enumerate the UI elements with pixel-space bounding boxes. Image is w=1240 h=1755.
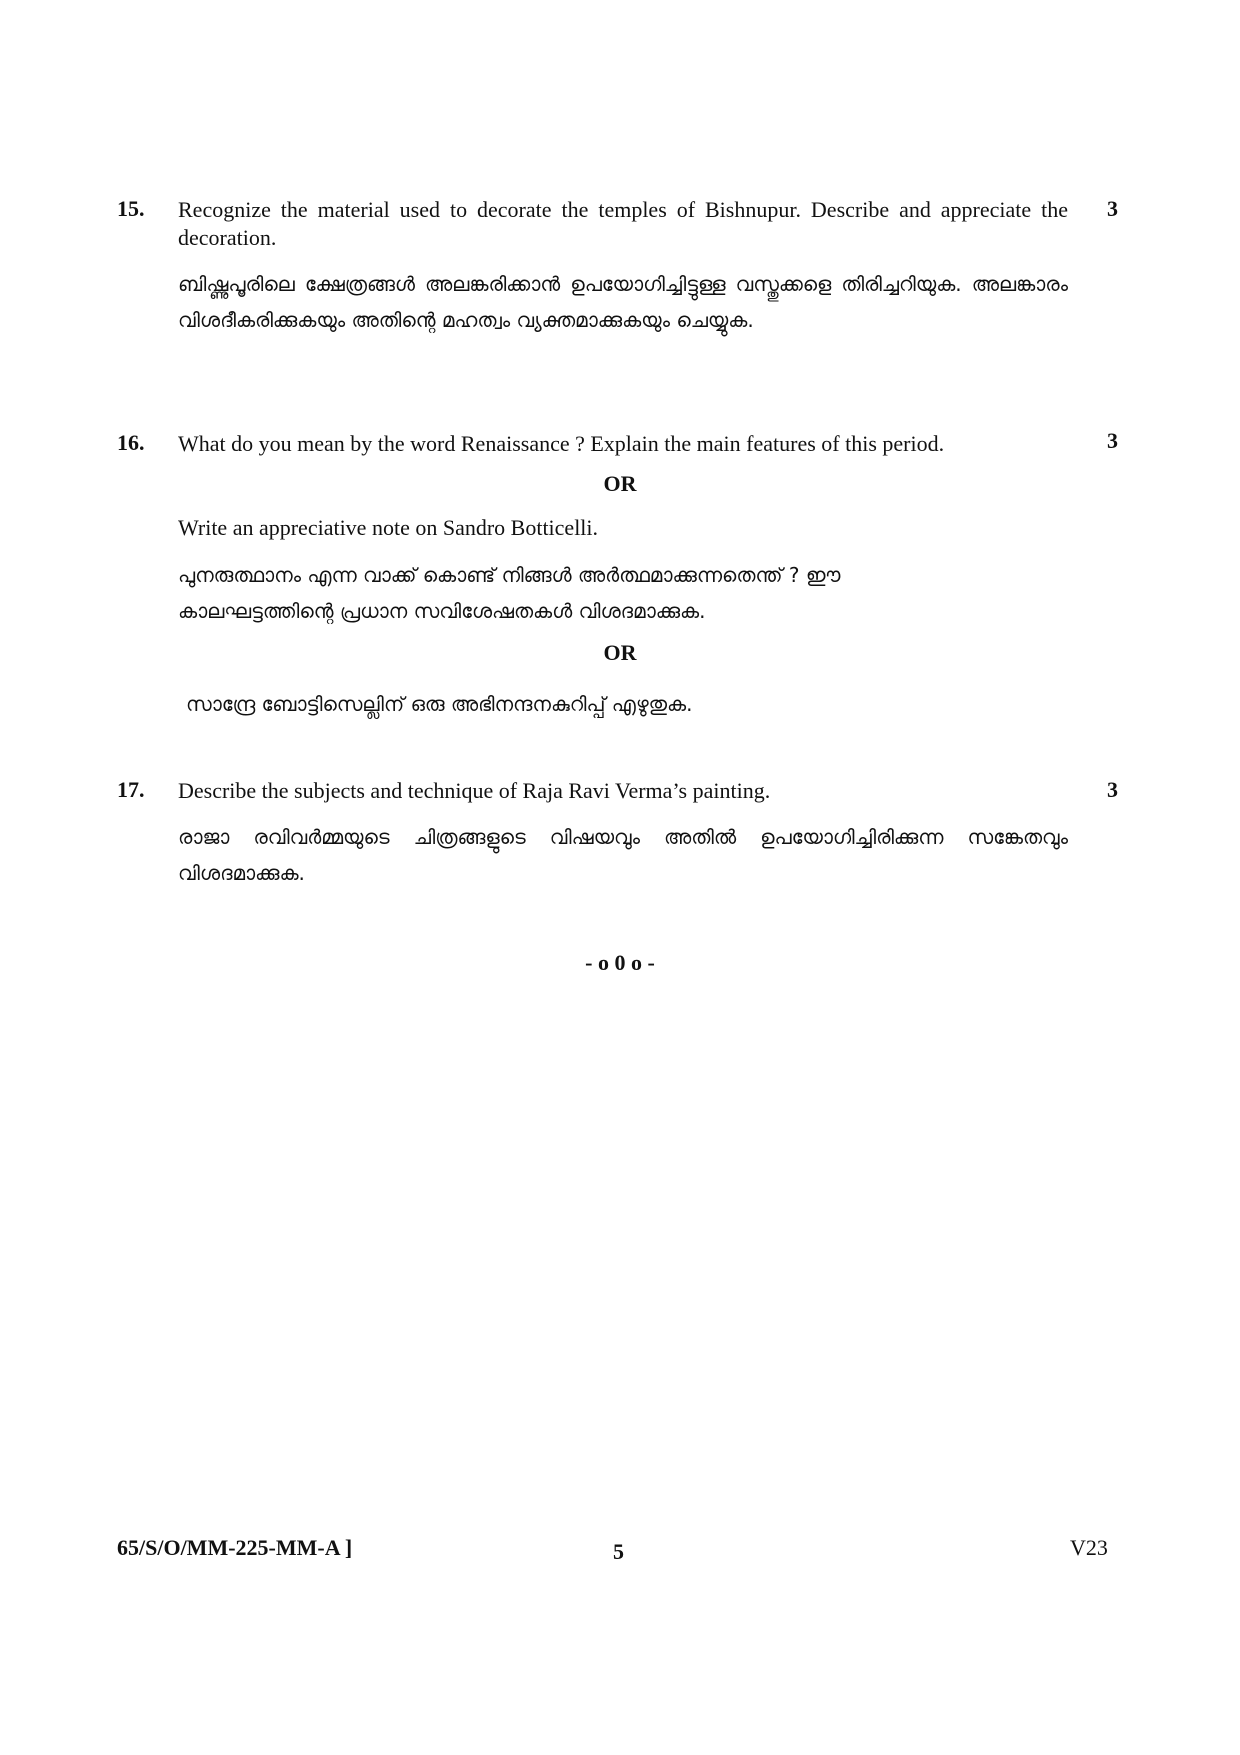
- question-17-text-english: Describe the subjects and technique of Raja Ravi Verma’s painting.: [178, 778, 771, 803]
- question-16-number: 16.: [117, 430, 145, 455]
- question-15-number: 15.: [117, 196, 145, 221]
- paper-code: 65/S/O/MM-225-MM-A ]: [117, 1535, 353, 1560]
- question-16-alt-malayalam: സാന്ദ്രേ ബോട്ടിസെല്ലിന് ഒരു അഭിനന്ദനകുറിപ്പ് എഴുതുക.: [186, 692, 693, 716]
- question-15-text-malayalam: ബിഷ്ണുപൂരിലെ ക്ഷേത്രങ്ങൾ അലങ്കരിക്കാൻ ഉപയോഗിച്ചിട്ടുള്ള വസ്തുക്കളെ തിരിച്ചറിയുക. അലങ്കാരം വിശദീകരിക്കുകയും അതിന്റെ മഹത്വം വ്യക്തമാക്കുകയും ചെയ്യുക.: [178, 272, 1068, 332]
- end-of-paper-marker: - o 0 o -: [585, 950, 655, 975]
- question-16-or-label-2: OR: [603, 640, 637, 665]
- question-16-alt-english: Write an appreciative note on Sandro Botticelli.: [178, 515, 599, 540]
- question-17-text-malayalam: രാജാ രവിവർമ്മയുടെ ചിത്രങ്ങളുടെ വിഷയവും അതിൽ ഉപയോഗിച്ചിരിക്കുന്ന സങ്കേതവും വിശദമാക്കുക.: [178, 825, 1068, 885]
- question-16-marks: 3: [1107, 428, 1118, 453]
- question-17-number: 17.: [117, 777, 145, 802]
- question-15-text-english: Recognize the material used to decorate the temples of Bishnupur. Describe and appreciate the decoration.: [178, 197, 1068, 250]
- version-code: V23: [1070, 1535, 1108, 1560]
- question-16-text-english: What do you mean by the word Renaissance ? Explain the main features of this period.: [178, 431, 945, 456]
- question-15-marks: 3: [1107, 196, 1118, 221]
- question-16-text-malayalam: പുനരുത്ഥാനം എന്ന വാക്ക് കൊണ്ട് നിങ്ങൾ അർത്ഥമാക്കുന്നതെന്ത് ? ഈ കാലഘട്ടത്തിന്റെ പ്രധാന സവിശേഷതകൾ വിശദമാക്കുക.: [178, 563, 841, 623]
- question-16-or-label: OR: [603, 471, 637, 496]
- question-17-marks: 3: [1107, 777, 1118, 802]
- page-number: 5: [613, 1539, 624, 1564]
